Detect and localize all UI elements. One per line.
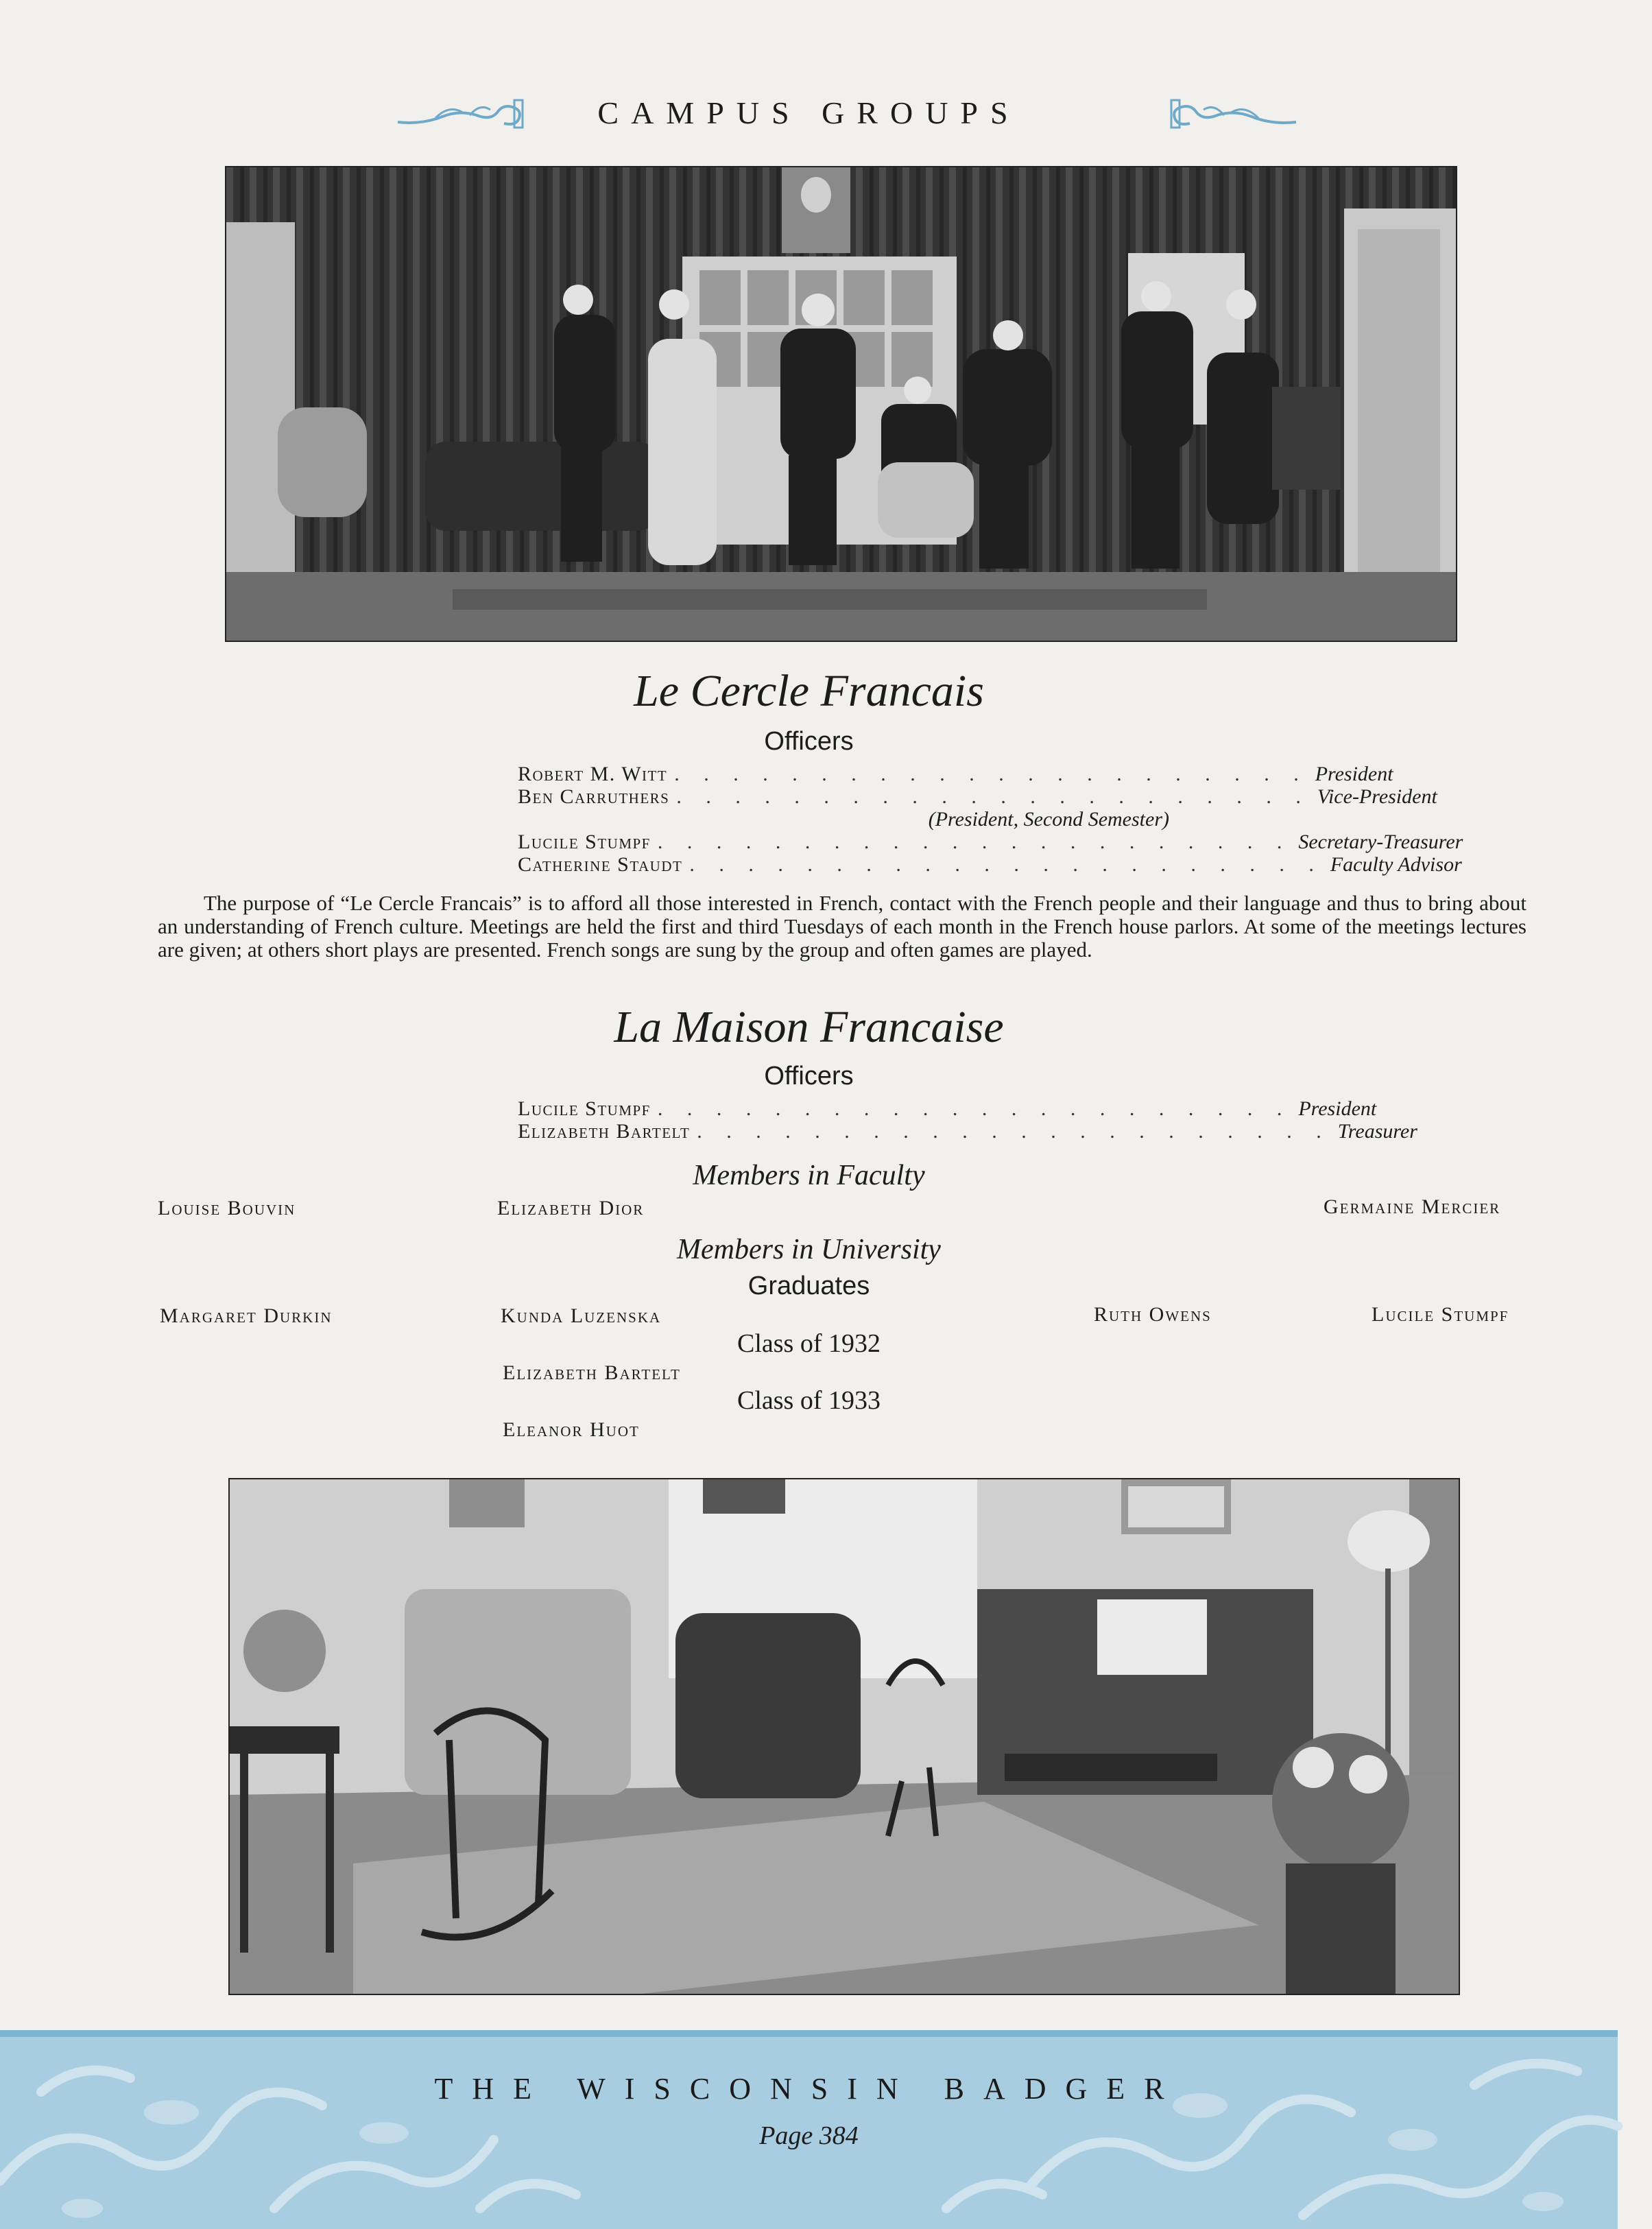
officer-row [518, 763, 1393, 785]
officer-row [518, 1097, 1377, 1120]
faculty-member: Germaine Mercier [1324, 1195, 1501, 1218]
graduate-member: Lucile Stumpf [1372, 1303, 1509, 1326]
faculty-heading: Members in Faculty [693, 1160, 925, 1191]
graduate-member: Ruth Owens [1094, 1303, 1212, 1326]
officer-name: Ben Carruthers [518, 785, 670, 808]
dot-leader: . . . . . . . . . . . . . . . . . . . . . . [697, 1120, 1331, 1143]
officer-name: Elizabeth Bartelt [518, 1120, 691, 1143]
stage-play-photo [225, 166, 1457, 642]
dot-leader: . . . . . . . . . . . . . . . . . . . . . . [657, 1097, 1292, 1120]
officer-name: Robert M. Witt [518, 763, 668, 785]
officer-row [518, 853, 1462, 876]
cercle-officers-heading: Officers [764, 727, 854, 756]
officer-role: President [1315, 763, 1393, 785]
purpose-paragraph: The purpose of “Le Cercle Francais” is to afford all those interested in French, contact with the French people and their language and thus to bring about an understanding of French culture. Meetings are held the first and third Tuesdays of each month in the French house parlors. At some of the meetings lectures are given; at others short plays are presented. French songs are sung by the group and often games are played. [158, 891, 1527, 962]
officer-name: Catherine Staudt [518, 853, 683, 876]
officer-row [518, 785, 1437, 808]
cercle-officers-list [518, 763, 1463, 876]
dot-leader: . . . . . . . . . . . . . . . . . . . . . . [676, 785, 1310, 808]
officer-role: Vice-President [1317, 785, 1437, 808]
dot-leader: . . . . . . . . . . . . . . . . . . . . . . [674, 763, 1308, 785]
graduate-member: Kunda Luzenska [501, 1304, 662, 1327]
officer-name: Lucile Stumpf [518, 1097, 651, 1120]
cercle-title: Le Cercle Francais [634, 666, 984, 716]
class-1933-member: Eleanor Huot [503, 1418, 640, 1441]
class-1932-member: Elizabeth Bartelt [503, 1361, 681, 1384]
officer-row [518, 1120, 1417, 1143]
maison-title: La Maison Francaise [614, 1002, 1004, 1052]
faculty-member: Elizabeth Dior [497, 1197, 645, 1219]
officer-role: Secretary-Treasurer [1298, 831, 1463, 853]
section-title: CAMPUS GROUPS [597, 95, 1020, 130]
faculty-member: Louise Bouvin [158, 1197, 296, 1219]
officer-name: Lucile Stumpf [518, 831, 651, 853]
right-scroll-ornament-icon [1169, 97, 1300, 130]
maison-officers-heading: Officers [764, 1062, 854, 1090]
officer-row [518, 831, 1463, 853]
dot-leader: . . . . . . . . . . . . . . . . . . . . . . [689, 853, 1324, 876]
class-1933-heading: Class of 1933 [737, 1386, 881, 1415]
class-1932-heading: Class of 1932 [737, 1329, 881, 1358]
university-heading: Members in University [677, 1234, 941, 1265]
maison-officers-list [518, 1097, 1417, 1143]
officer-note: (President, Second Semester) [928, 808, 1169, 831]
page-number: Page 384 [759, 2121, 859, 2150]
dot-leader: . . . . . . . . . . . . . . . . . . . . . . [657, 831, 1292, 853]
graduate-member: Margaret Durkin [160, 1304, 333, 1327]
publication-title: THE WISCONSIN BADGER [434, 2072, 1184, 2106]
officer-role: Faculty Advisor [1330, 853, 1462, 876]
parlor-room-photo [228, 1478, 1460, 1995]
graduates-heading: Graduates [747, 1272, 870, 1300]
officer-role: Treasurer [1337, 1120, 1417, 1143]
officer-role: President [1298, 1097, 1377, 1120]
